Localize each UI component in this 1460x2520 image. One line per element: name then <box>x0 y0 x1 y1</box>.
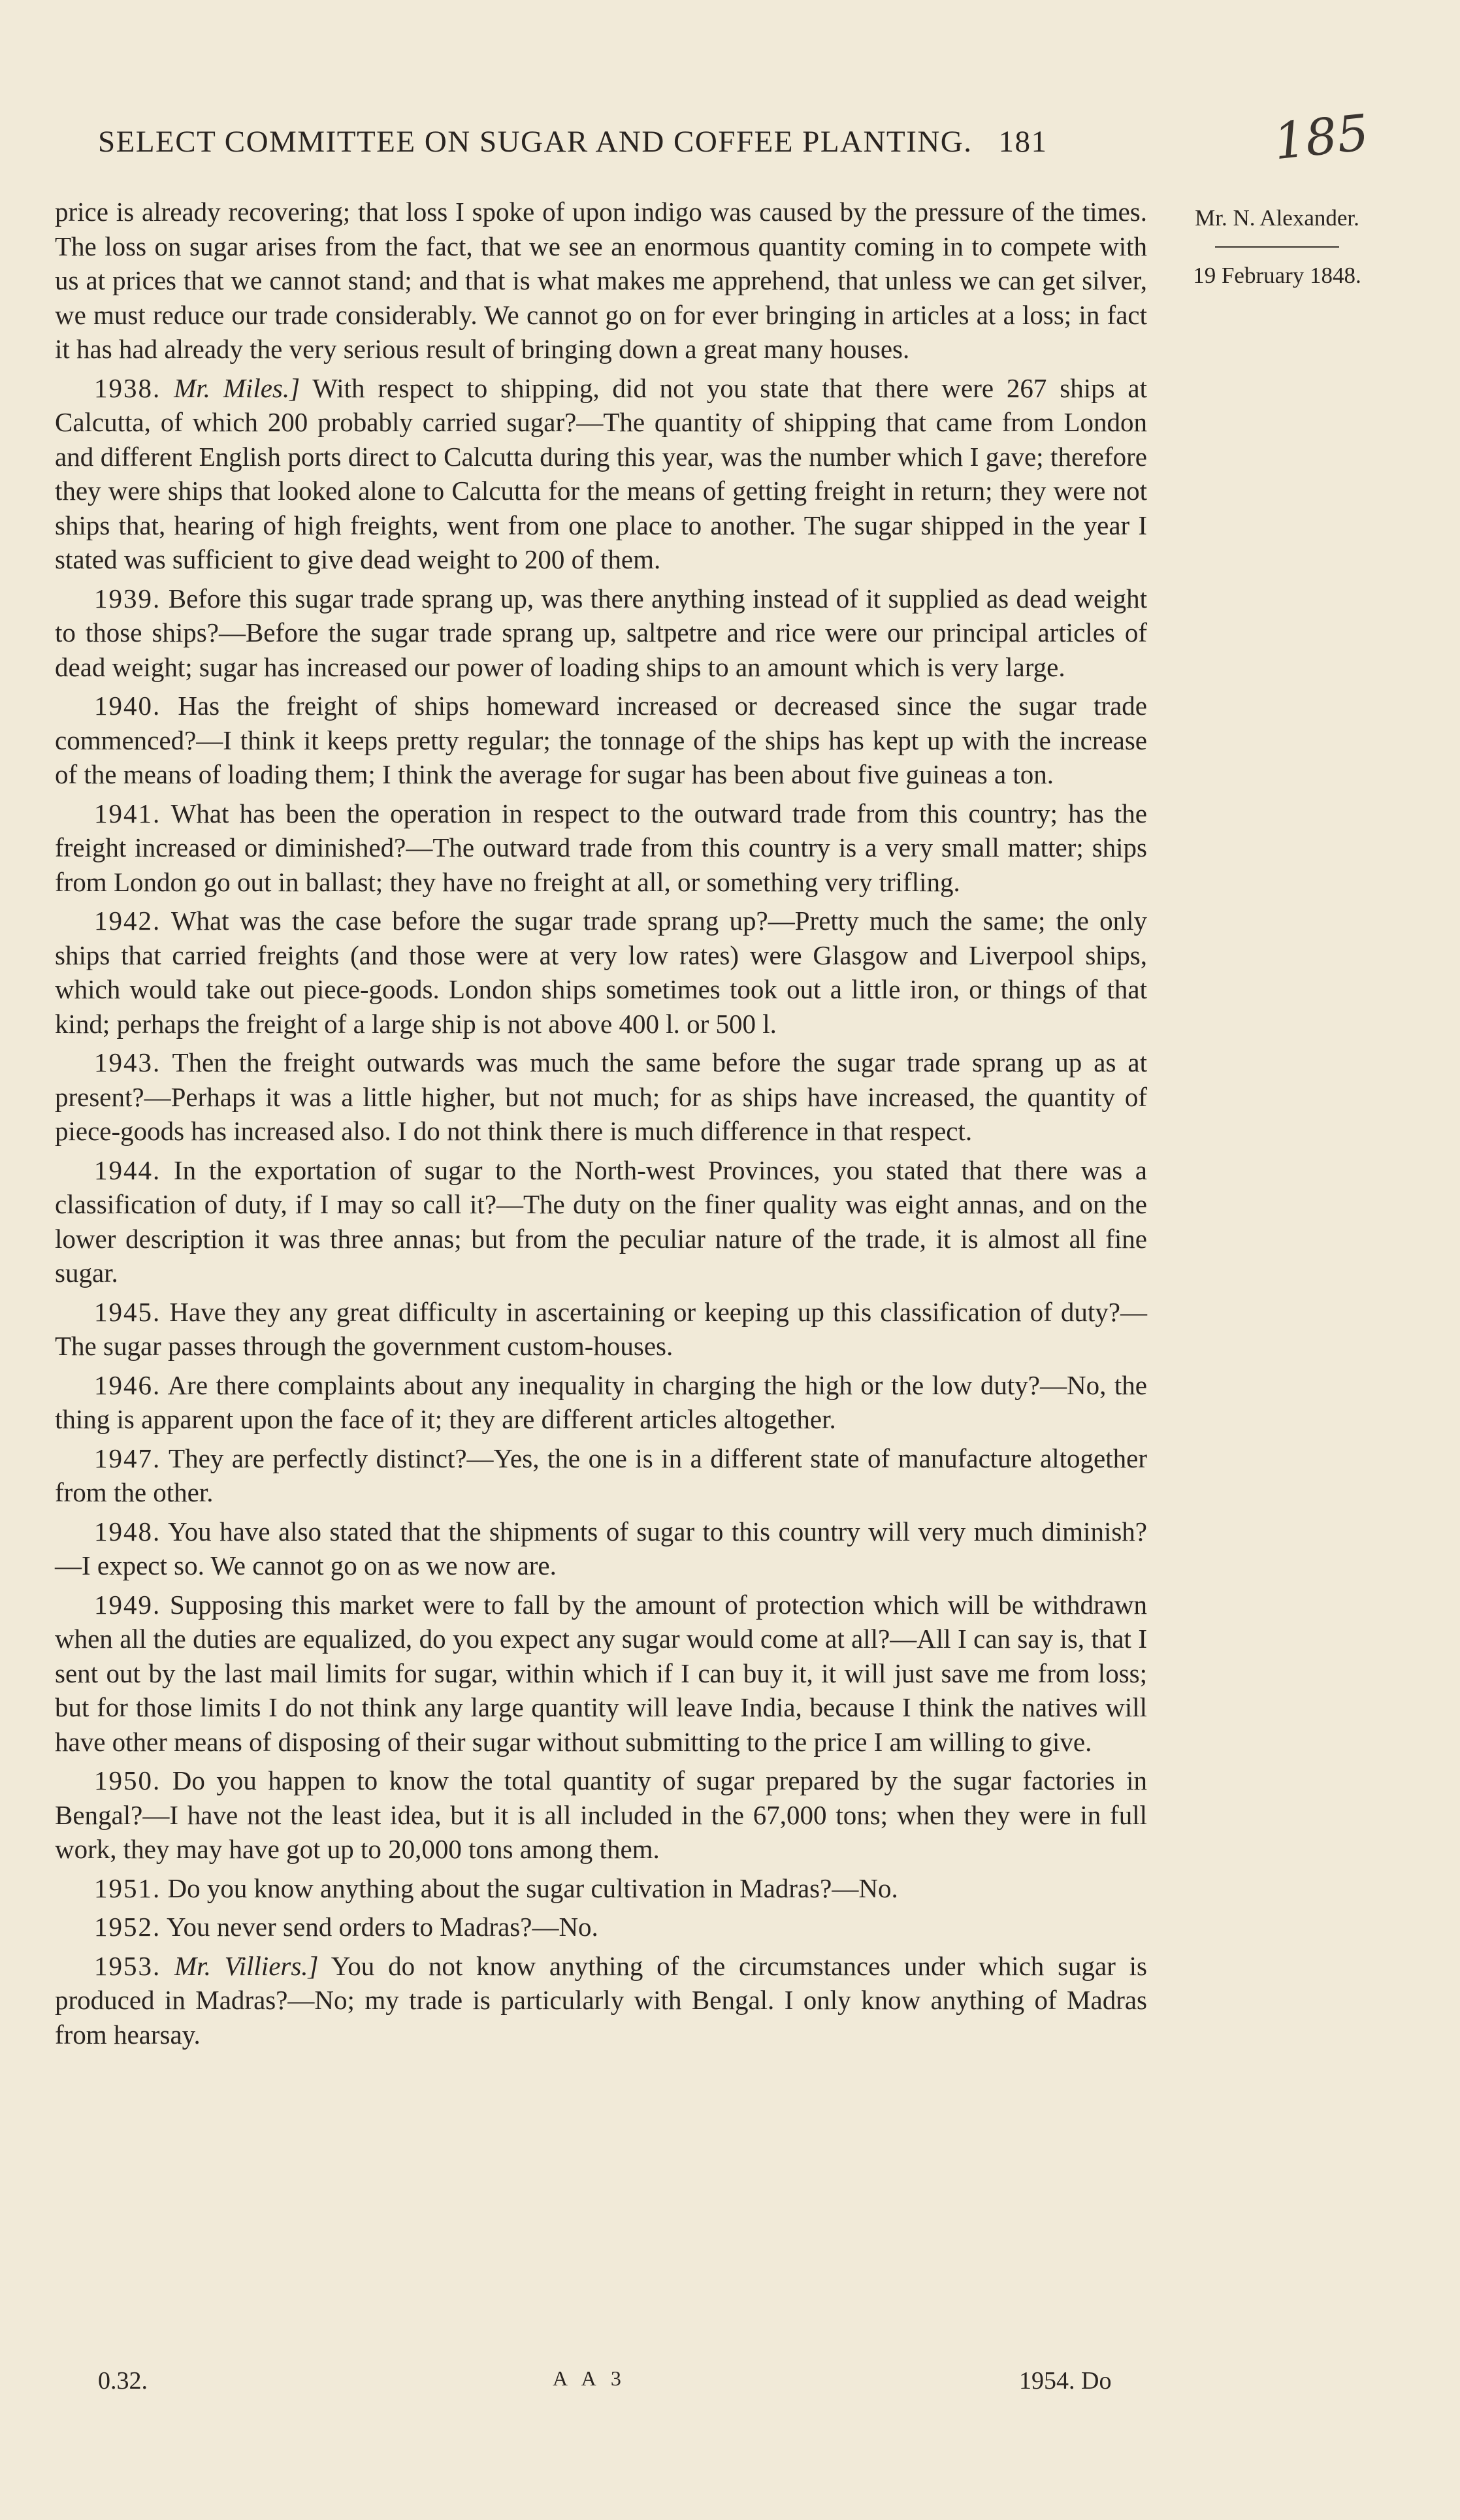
question-paragraph <box>55 1514 1147 1583</box>
signature-mark: A A 3 <box>553 2366 626 2390</box>
question-paragraph <box>55 1949 1147 2052</box>
paragraph-text: price is already recovering; that loss I spoke of upon indigo was caused by the pressure of the times. The loss on sugar arises from the fact, that we see an enormous quantity coming in to compete with us at prices that we cannot stand; and that is what makes me apprehend, that unless we can get silver, we must reduce our trade considerably. We cannot go on for ever bringing in articles at a loss; in fact it has had already the very serious result of bringing down a great many houses. <box>55 197 1147 364</box>
paragraph-text: You do not know anything of the circumstances under which sugar is produced in Madras?—No; my trade is particularly with Bengal. I only know anything of Madras from hearsay. <box>55 1950 1148 2050</box>
evidence-date: 19 February 1848. <box>1193 263 1361 288</box>
paragraph-text: They are perfectly distinct?—Yes, the one is in a different state of manufacture altogether from the other. <box>55 1443 1147 1507</box>
question-paragraph <box>55 1368 1147 1437</box>
paragraph-text: You have also stated that the shipments of sugar to this country will very much diminish?—I expect so. We cannot go on as we now are. <box>55 1516 1147 1580</box>
question-paragraph <box>55 1295 1147 1364</box>
running-header <box>98 124 1047 159</box>
question-number: 1941. <box>94 798 161 828</box>
paper-number: 0.32. <box>98 2367 148 2395</box>
question-paragraph <box>55 1441 1147 1510</box>
paragraph-text: In the exportation of sugar to the North-west Provinces, you stated that there was a classification of duty, if I may so call it?—The duty on the finer quality was eight annas, and on the lower description it was three annas; but from the peculiar nature of the trade, it is almost all fine sugar. <box>55 1154 1148 1288</box>
paragraph-text: Are there complaints about any inequality in charging the high or the low duty?—No, the thing is apparent upon the face of it; they are different articles altogether. <box>55 1369 1147 1434</box>
question-number: 1949. <box>94 1589 161 1620</box>
paragraph-text: Do you know anything about the sugar cultivation in Madras?—No. <box>167 1873 898 1903</box>
margin-note <box>1169 199 1385 295</box>
question-number: 1943. <box>94 1047 161 1077</box>
paragraph-text: Have they any great difficulty in ascertaining or keeping up this classification of duty?—The sugar passes through the government custom-houses. <box>55 1296 1147 1361</box>
question-paragraph <box>55 1588 1147 1759</box>
question-paragraph <box>55 1153 1147 1290</box>
question-number: 1952. <box>94 1912 161 1942</box>
question-paragraph <box>55 904 1147 1041</box>
paragraph-text: What has been the operation in respect to the outward trade from this country; has the freight increased or diminished?—The outward trade from this country is a very small matter; ships from London go out in ballast; they have no freight at all, or something very trifling. <box>55 798 1147 897</box>
question-paragraph <box>55 1871 1147 1906</box>
question-number: 1953. <box>94 1950 161 1981</box>
question-number: 1942. <box>94 906 161 936</box>
paragraph <box>55 195 1147 367</box>
catchword: 1954. Do <box>1019 2367 1112 2395</box>
page-footer <box>0 2366 1460 2406</box>
question-number: 1947. <box>94 1443 161 1473</box>
witness-name: Mr. N. Alexander. <box>1195 205 1359 231</box>
question-number: 1948. <box>94 1516 161 1546</box>
handwritten-folio-number: 185 <box>1271 103 1372 171</box>
paragraph-text: Has the freight of ships homeward increased or decreased since the sugar trade commenced?—I think it keeps pretty regular; the tonnage of the ships has kept up with the increase of the means of loading them; I think the average for sugar has been about five guineas a ton. <box>55 691 1148 789</box>
question-paragraph <box>55 796 1147 900</box>
question-number: 1944. <box>94 1154 161 1185</box>
question-number: 1950. <box>94 1765 161 1795</box>
paragraph-text: Supposing this market were to fall by the amount of protection which will be withdrawn when all the duties are equalized, do you expect any sugar would come at all?—All I can say is, that I sent out by the last mail limits for sugar, within which if I can buy it, it will just save me from loss; but for those limits I do not think any large quantity will leave India, because I think the natives will have other means of disposing of their sugar without submitting to the price I am willing to give. <box>55 1589 1148 1757</box>
paragraph-text: Do you happen to know the total quantity of sugar prepared by the sugar factories in Bengal?—I have not the least idea, but it is all included in the 67,000 tons; when they were in full work, they may have got up to 20,000 tons among them. <box>55 1765 1148 1864</box>
margin-rule <box>1215 246 1339 248</box>
question-paragraph <box>55 1045 1147 1149</box>
question-number: 1939. <box>94 583 161 614</box>
question-paragraph <box>55 371 1147 577</box>
question-paragraph <box>55 1910 1147 1944</box>
speaker: Mr. Villiers.] <box>174 1950 319 1981</box>
question-number: 1945. <box>94 1296 161 1327</box>
question-number: 1940. <box>94 691 161 721</box>
question-number: 1938. <box>94 372 161 403</box>
testimony-body <box>55 195 1147 2056</box>
question-paragraph <box>55 1763 1147 1867</box>
paragraph-text: Before this sugar trade sprang up, was there anything instead of it supplied as dead weight to those ships?—Before the sugar trade sprang up, saltpetre and rice were our principal articles of dead weight; sugar has increased our power of loading ships to an amount which is very large. <box>55 583 1148 682</box>
question-number: 1951. <box>94 1873 161 1903</box>
running-title: SELECT COMMITTEE ON SUGAR AND COFFEE PLANTING. <box>98 125 973 159</box>
question-number: 1946. <box>94 1369 161 1400</box>
paragraph-text: What was the case before the sugar trade sprang up?—Pretty much the same; the only ships that carried freights (and those were at very low rates) were Glasgow and Liverpool ships, which would take out piece-goods. London ships sometimes took out a little iron, or things of that kind; perhaps the freight of a large ship is not above 400 l. or 500 l. <box>55 906 1147 1039</box>
paragraph-text: With respect to shipping, did not you state that there were 267 ships at Calcutta, of which 200 probably carried sugar?—The quantity of shipping that came from London and different English ports direct to Calcutta during this year, was the number which I gave; therefore they were ships that looked alone to Calcutta for the means of getting freight in return; they were not ships that, hearing of high freights, went from one place to another. The sugar shipped in the year I stated was sufficient to give dead weight to 200 of them. <box>55 372 1148 574</box>
question-paragraph <box>55 689 1147 792</box>
page-number: 181 <box>998 125 1048 159</box>
paragraph-text: Then the freight outwards was much the same before the sugar trade sprang up as at present?—Perhaps it was a little higher, but not much; for as ships have increased, the quantity of piece-goods has increased also. I do not think there is much difference in that respect. <box>55 1047 1147 1146</box>
question-paragraph <box>55 581 1147 685</box>
speaker: Mr. Miles.] <box>174 372 300 403</box>
paragraph-text: You never send orders to Madras?—No. <box>166 1912 598 1942</box>
